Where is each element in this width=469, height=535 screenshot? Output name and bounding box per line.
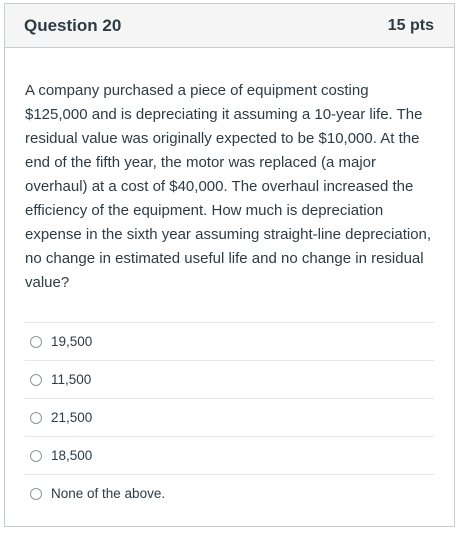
answer-option-4[interactable]	[25, 437, 434, 475]
radio-button-icon[interactable]	[30, 488, 42, 500]
answer-label[interactable]: 19,500	[51, 334, 93, 349]
answer-option-1[interactable]	[25, 323, 434, 361]
question-title: Question 20	[24, 15, 122, 35]
radio-button-icon[interactable]	[30, 336, 42, 348]
question-text: A company purchased a piece of equipment costing $125,000 and is depreciating it assuming a 10-year life. The residual value was originally expected to be $10,000. At the end of the fifth year, the motor was replaced (a major overhaul) at a cost of $40,000. The overhaul increased the efficiency of the equipment. How much is depreciation expense in the sixth year assuming straight-line depreciation, no change in estimated useful life and no change in residual value?	[25, 82, 432, 291]
answer-label[interactable]: 11,500	[51, 372, 92, 387]
question-points: 15 pts	[387, 16, 434, 34]
question-header	[5, 4, 454, 48]
radio-button-icon[interactable]	[30, 374, 42, 386]
answer-option-5[interactable]	[25, 475, 434, 512]
radio-button-icon[interactable]	[30, 450, 42, 462]
answer-option-3[interactable]	[25, 399, 434, 437]
answer-option-2[interactable]	[25, 361, 434, 399]
answer-list	[25, 322, 434, 512]
answer-label[interactable]: None of the above.	[51, 486, 166, 501]
question-body	[5, 48, 454, 512]
answer-label[interactable]: 21,500	[51, 410, 93, 425]
question-card	[4, 3, 455, 527]
answer-label[interactable]: 18,500	[51, 448, 93, 463]
radio-button-icon[interactable]	[30, 412, 42, 424]
